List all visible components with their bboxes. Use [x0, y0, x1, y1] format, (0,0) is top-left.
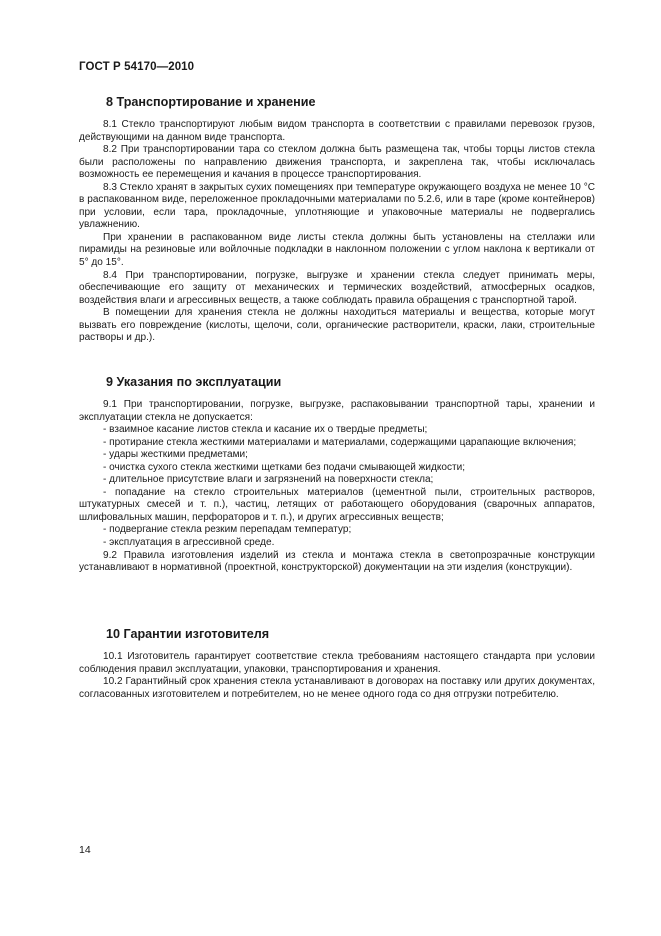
paragraph-8-3-cont: При хранении в распакованном виде листы стекла должны быть установлены на стеллажи или пирамиды на резиновые или войлочные подкладки в наклонном положении с углом наклона к вертикали от 5° до 15°. [79, 231, 595, 269]
document-code: ГОСТ Р 54170—2010 [79, 61, 195, 73]
paragraph-10-2: 10.2 Гарантийный срок хранения стекла устанавливают в договорах на поставку или других документах, согласованных изготовителем и потребителем, но не менее одного года со дня отгрузки потребителю. [79, 676, 595, 700]
section-8-heading: 8 Транспортирование и хранение [106, 95, 316, 109]
section-10-heading: 10 Гарантии изготовителя [106, 627, 270, 641]
paragraph-9-2: 9.2 Правила изготовления изделий из стекла и монтажа стекла в светопрозрачные конструкции устанавливают в нормативной (проектной, конструкторской) документации на эти изделия (конструкции). [79, 549, 595, 574]
paragraph-8-4-cont: В помещении для хранения стекла не должны находиться материалы и вещества, которые могут вызвать его повреждение (кислоты, щелочи, соли, органические растворители, краски, лаки, строительные растворы и др.). [79, 307, 595, 344]
paragraph-8-2: 8.2 При транспортировании тара со стеклом должна быть размещена так, чтобы торцы листов стекла были расположены по направлению движения транспорта, и закреплена так, чтобы исключалась возможность ее перемещения и качания в процессе транспортирования. [79, 144, 595, 181]
section-9-heading: 9 Указания по эксплуатации [106, 375, 282, 389]
section-8 [79, 94, 595, 345]
list-item: - попадание на стекло строительных материалов (цементной пыли, строительных растворов, штукатурных смесей и т. п.), частиц, летящих от работающего оборудования (сварочных аппаратов, шлифовальных машин, перфораторов и т. п.), и других агрессивных веществ; [79, 486, 595, 523]
list-item: - взаимное касание листов стекла и касание их о твердые предметы; [103, 424, 428, 436]
list-item: - длительное присутствие влаги и загрязнений на поверхности стекла; [103, 474, 434, 486]
list-item: - очистка сухого стекла жесткими щетками без подачи смывающей жидкости; [103, 461, 466, 473]
section-9 [79, 374, 595, 575]
list-item: - удары жесткими предметами; [103, 449, 248, 461]
section-10 [79, 626, 595, 701]
paragraph-10-1: 10.1 Изготовитель гарантирует соответствие стекла требованиям настоящего стандарта при условии соблюдения правил эксплуатации, упаковки, транспортирования и хранения. [79, 651, 595, 675]
paragraph-9-1: 9.1 При транспортировании, погрузке, выгрузке, распаковывании транспортной тары, хранении и эксплуатации стекла не допускается: [79, 399, 595, 423]
paragraph-8-3: 8.3 Стекло хранят в закрытых сухих помещениях при температуре окружающего воздуха не менее 10 °С в распакованном виде, переложенное прокладочными материалами по 5.2.6, или в таре (кроме контейнеров) при условии, если тара, прокладочные, уплотняющие и упаковочные материалы не подвергались увлажнению. [79, 181, 595, 231]
page-number: 14 [79, 844, 91, 856]
paragraph-8-4: 8.4 При транспортировании, погрузке, выгрузке и хранении стекла следует принимать меры, обеспечивающие его защиту от механических и термических воздействий, атмосферных осадков, воздействия влаги и агрессивных веществ, а также соблюдать правила обращения с транспортной тарой. [79, 269, 595, 306]
list-item: - подвергание стекла резким перепадам температур; [103, 524, 352, 536]
list-item: - протирание стекла жесткими материалами и материалами, содержащими царапающие включения; [103, 436, 577, 448]
paragraph-8-1: 8.1 Стекло транспортируют любым видом транспорта в соответствии с правилами перевозок грузов, действующими на данном виде транспорта. [79, 119, 595, 143]
list-item: - эксплуатация в агрессивной среде. [103, 537, 275, 549]
